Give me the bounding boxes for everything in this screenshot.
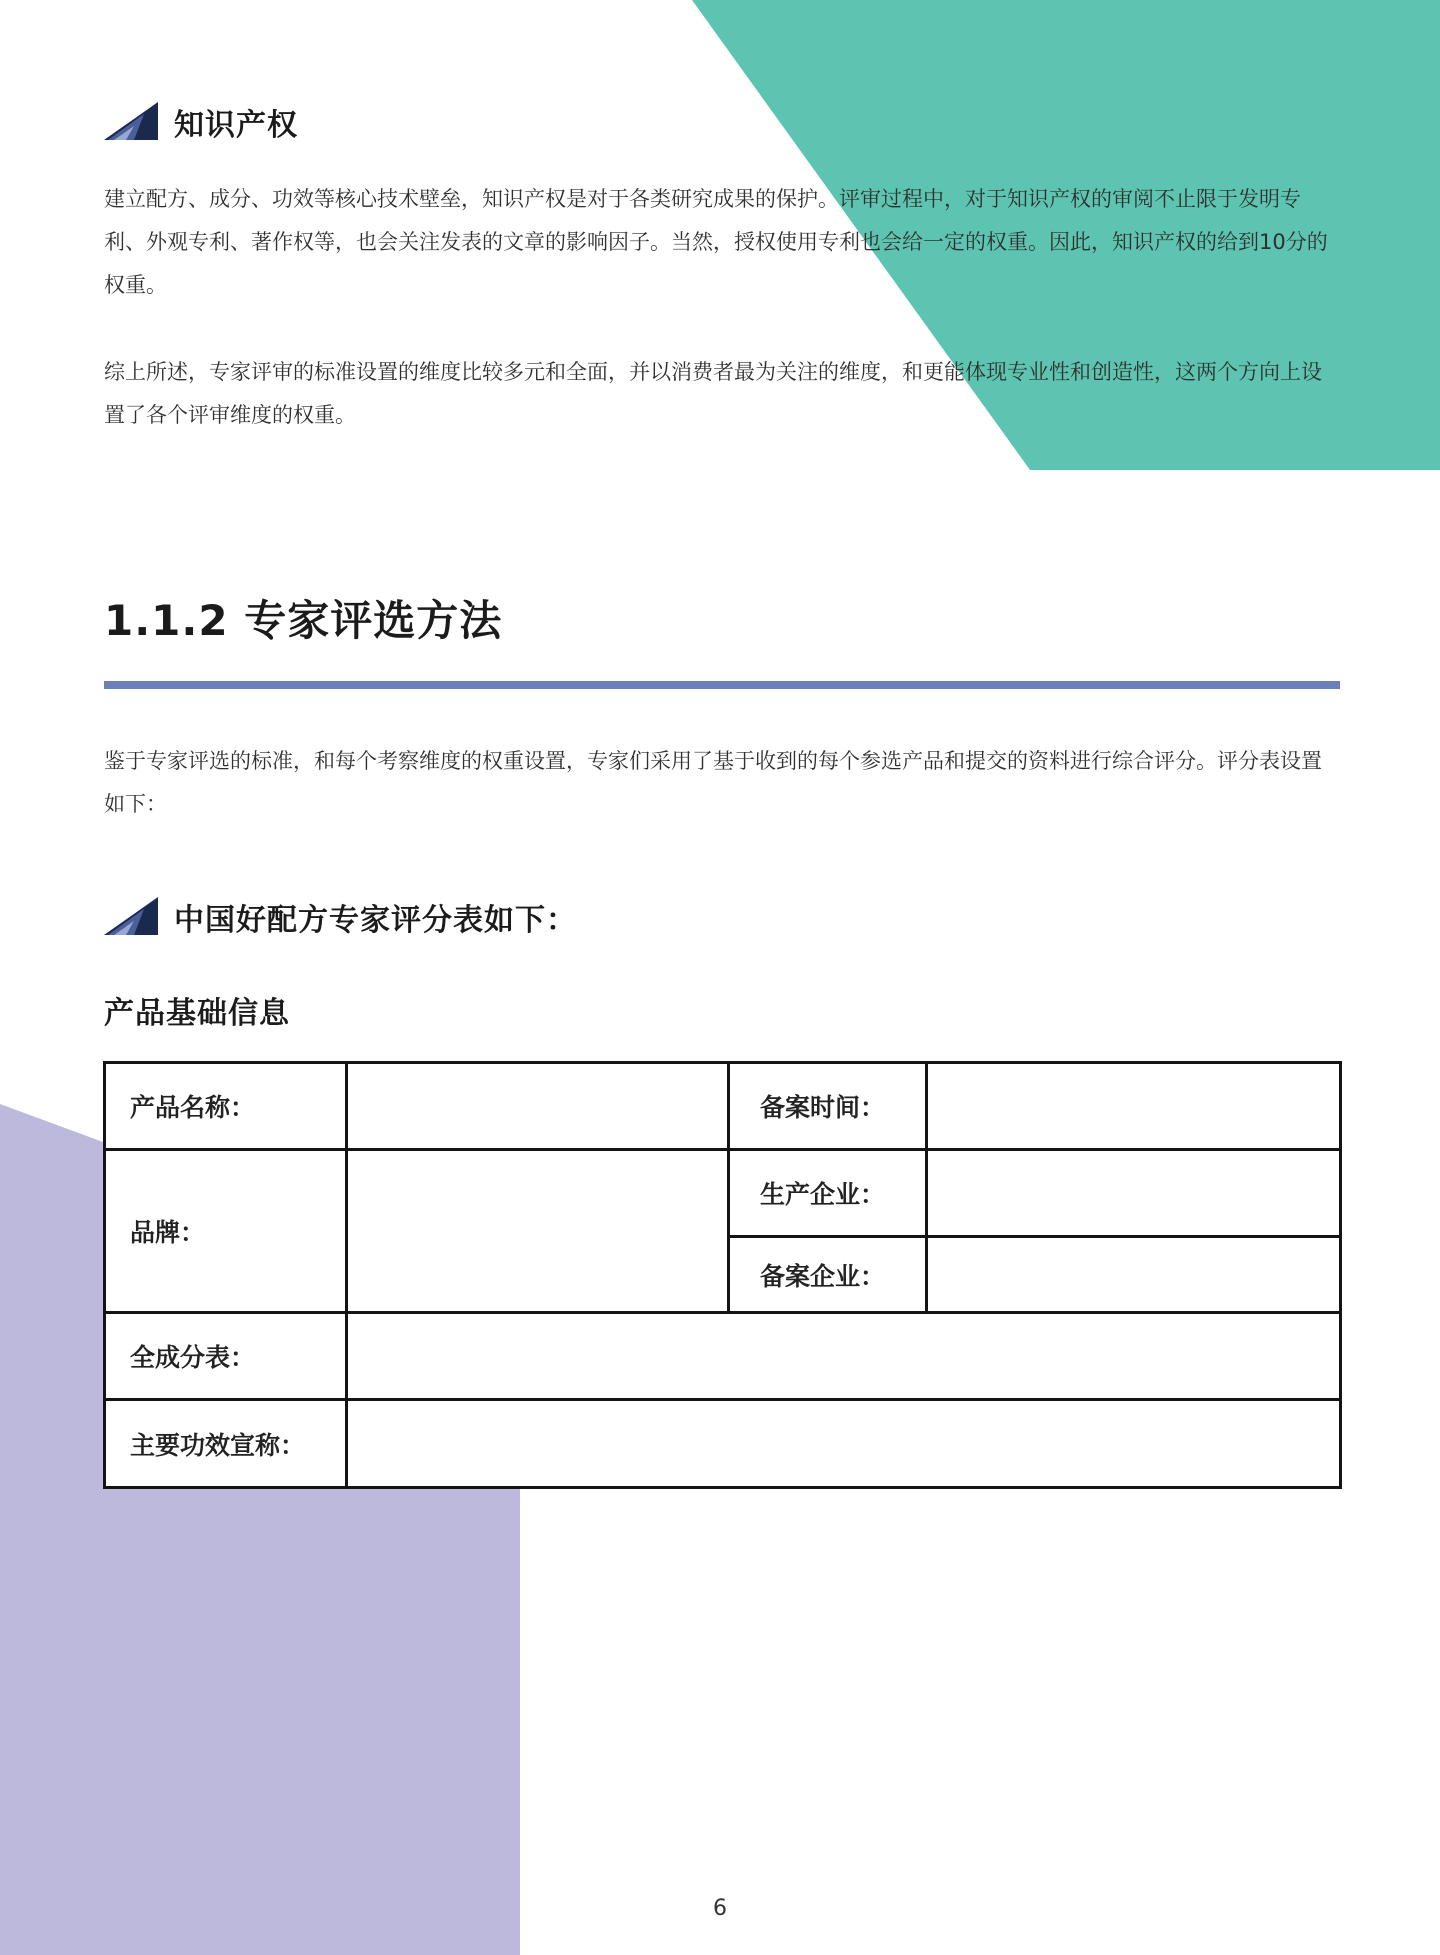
table-row: [105, 1063, 1341, 1150]
label-brand: 品牌：: [105, 1150, 347, 1313]
label-ingredients: 全成分表：: [105, 1313, 347, 1400]
label-manufacturer: 生产企业：: [729, 1150, 927, 1237]
manufacturer-field[interactable]: [927, 1150, 1341, 1237]
brand-field[interactable]: [347, 1150, 729, 1313]
label-product-name: 产品名称：: [105, 1063, 347, 1150]
section-header-ip: [104, 100, 298, 144]
method-paragraph: 鉴于专家评选的标准，和每个考察维度的权重设置，专家们采用了基于收到的每个参选产品和提交的资料进行综合评分。评分表设置如下：: [104, 749, 1322, 816]
table-row: [105, 1313, 1341, 1400]
section-title-scoring: 中国好配方专家评分表如下：: [174, 903, 577, 938]
filing-time-field[interactable]: [927, 1063, 1341, 1150]
label-filing-company: 备案企业：: [729, 1237, 927, 1313]
label-filing-time: 备案时间：: [729, 1063, 927, 1150]
ip-paragraph-1: 建立配方、成分、功效等核心技术壁垒，知识产权是对于各类研究成果的保护。评审过程中，对于知识产权的审阅不止限于发明专利、外观专利、著作权等，也会关注发表的文章的影响因子。当然，授权使用专利也会给一定的权重。因此，知识产权的给到10分的权重。: [104, 187, 1328, 297]
product-info-table: [103, 1061, 1342, 1489]
title-divider: [104, 681, 1340, 689]
filing-company-field[interactable]: [927, 1237, 1341, 1313]
table-subtitle: 产品基础信息: [104, 996, 290, 1031]
mountain-triangle-icon: [104, 102, 158, 142]
ingredients-field[interactable]: [347, 1313, 1341, 1400]
product-name-field[interactable]: [347, 1063, 729, 1150]
page-title-expert-method: 1.1.2 专家评选方法: [104, 596, 503, 645]
label-claims: 主要功效宣称：: [105, 1400, 347, 1488]
mountain-triangle-icon: [104, 897, 158, 937]
table-row: [105, 1400, 1341, 1488]
ip-paragraph-2: 综上所述，专家评审的标准设置的维度比较多元和全面，并以消费者最为关注的维度，和更能体现专业性和创造性，这两个方向上设置了各个评审维度的权重。: [104, 360, 1322, 427]
section-title-ip: 知识产权: [174, 108, 298, 143]
page-number: 6: [713, 1896, 727, 1921]
section-header-scoring: [104, 895, 577, 939]
claims-field[interactable]: [347, 1400, 1341, 1488]
table-row: [105, 1150, 1341, 1237]
